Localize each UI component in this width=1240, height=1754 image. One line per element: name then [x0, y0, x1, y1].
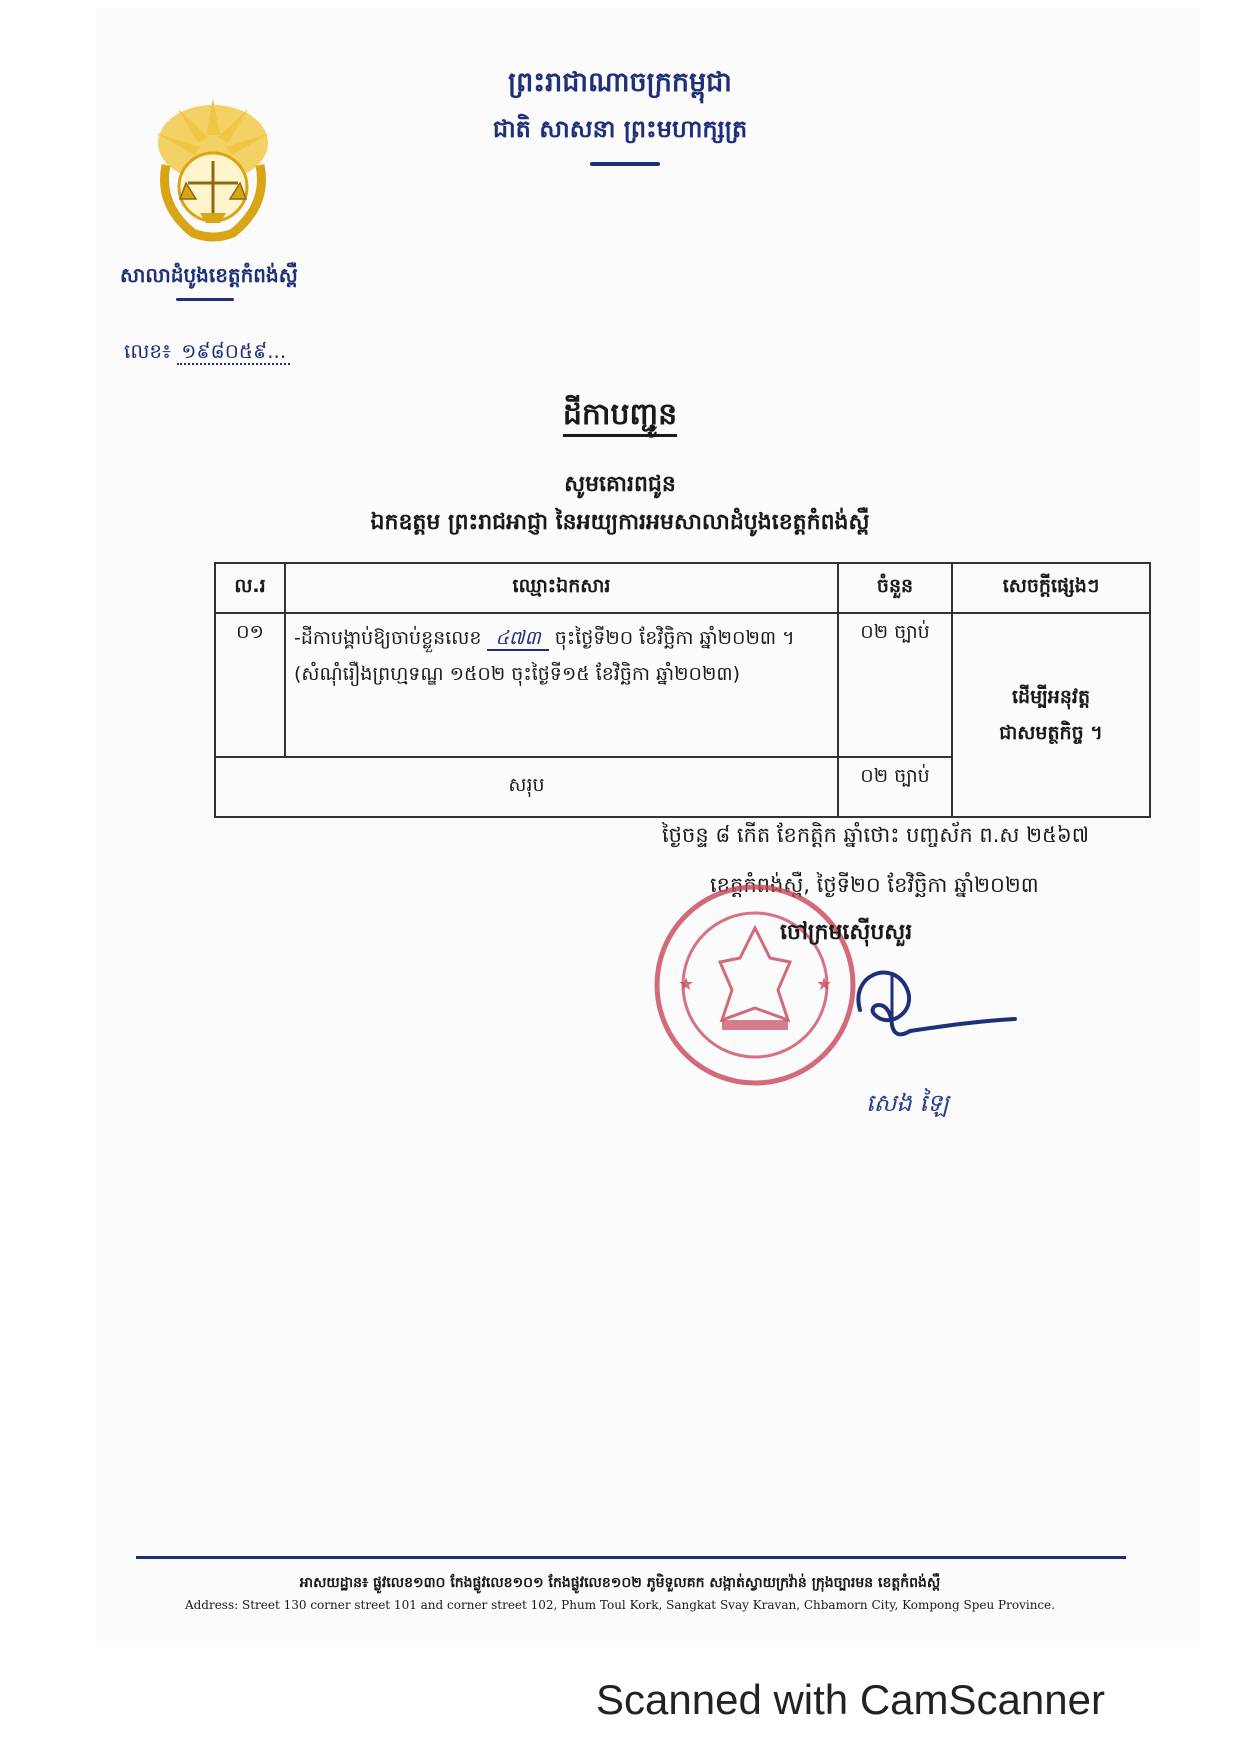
solar-date: ខេត្តកំពង់ស្ពឺ, ថ្ងៃទី២០ ខែវិច្ឆិកា ឆ្នាំ២០២៣ — [710, 873, 1039, 897]
signer-title: ចៅក្រមស៊ើបសួរ — [780, 920, 913, 945]
row-number: ០១ — [215, 613, 285, 757]
document-title-text: ដីកាបញ្ជូន — [563, 397, 677, 437]
reference-number — [124, 338, 290, 368]
row-count: ០២ ច្បាប់ — [838, 613, 952, 757]
table-header-row — [215, 563, 1150, 613]
note-line-2: ជាសមត្ថកិច្ច ។ — [999, 722, 1103, 744]
court-name-ornament — [176, 298, 234, 301]
document-title — [0, 395, 1240, 439]
note-line-1: ដើម្បីអនុវត្ត — [1011, 686, 1091, 708]
header-notes: សេចក្តីផ្សេងៗ — [952, 563, 1150, 613]
scanner-watermark: Scanned with CamScanner — [596, 1676, 1105, 1723]
table-row — [215, 613, 1150, 757]
header-document-name: ឈ្មោះឯកសារ — [285, 563, 838, 613]
signer-name: សេង ឡៃ — [866, 1089, 949, 1117]
handwritten-warrant-number: ៤៧៣ — [487, 627, 548, 651]
total-label: សរុប — [215, 757, 838, 817]
document-list-table — [214, 562, 1151, 818]
footer-address-english: Address: Street 130 corner street 101 and corner street 102, Phum Toul Kork, Sangkat Svay Kravan, Chbamorn City, Kompong Speu Province. — [184, 1598, 1056, 1612]
header-ornament — [590, 162, 660, 166]
respect-line: សូមគោរពជូន — [564, 472, 676, 497]
motto-heading: ជាតិ សាសនា ព្រះមហាក្សត្រ — [492, 115, 748, 143]
court-emblem-icon — [148, 95, 278, 245]
footer-address-khmer: អាសយដ្ឋាន៖ ផ្លូវលេខ១៣០ កែងផ្លូវលេខ១០១ កែងផ្លូវលេខ១០២ ភូមិទួលគក សង្កាត់ស្វាយក្រវ៉ាន់ ក្រុងច្បារមន ខេត្តកំពង់ស្ពឺ — [299, 1575, 941, 1591]
line1-prefix: -ដីកាបង្គាប់ឱ្យចាប់ខ្លួនលេខ — [294, 627, 482, 649]
line1-suffix: ចុះថ្ងៃទី២០ ខែវិច្ឆិកា ឆ្នាំ២០២៣ ។ — [554, 627, 795, 649]
svg-text:★: ★ — [816, 974, 833, 995]
footer-divider — [136, 1556, 1126, 1559]
kingdom-heading: ព្រះរាជាណាចក្រកម្ពុជា — [508, 67, 732, 98]
document-line-1 — [294, 620, 829, 656]
reference-label: លេខ៖ — [124, 339, 171, 363]
header-count: ចំនួន — [838, 563, 952, 613]
recipient-line: ឯកឧត្តម ព្រះរាជអាជ្ញា នៃអយ្យការអមសាលាដំបូងខេត្តកំពង់ស្ពឺ — [370, 510, 870, 535]
svg-text:★: ★ — [678, 974, 695, 995]
total-count: ០២ ច្បាប់ — [838, 757, 952, 817]
document-line-2: (សំណុំរឿងព្រហ្មទណ្ឌ ១៥០២ ចុះថ្ងៃទី១៥ ខែវិច្ឆិកា ឆ្នាំ២០២៣) — [294, 663, 740, 685]
reference-value: ១៩៨០៥៩... — [177, 339, 290, 365]
row-notes — [952, 613, 1150, 817]
court-name: សាលាដំបូងខេត្តកំពង់ស្ពឺ — [120, 263, 298, 287]
handwritten-signature — [830, 955, 1020, 1045]
row-document-name — [285, 613, 838, 757]
official-seal-stamp — [650, 880, 860, 1090]
lunar-date: ថ្ងៃចន្ទ ៨ កើត ខែកត្តិក ឆ្នាំថោះ បញ្ចស័ក ព.ស ២៥៦៧ — [662, 823, 1089, 847]
header-number: ល.រ — [215, 563, 285, 613]
